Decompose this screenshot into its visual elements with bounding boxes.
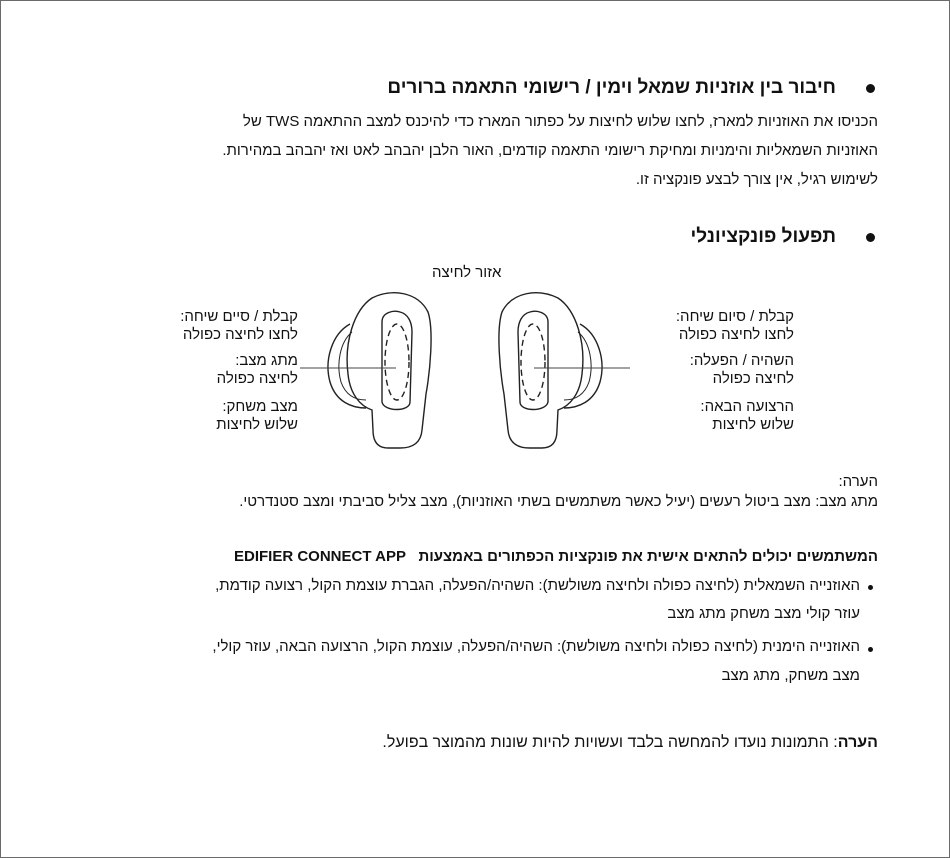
app-bullet-1-line-2: עוזר קולי מצב משחק מתג מצב (667, 605, 860, 622)
left-earbud (328, 293, 431, 448)
note1-text: מתג מצב: מצב ביטול רעשים (יעיל כאשר משתמשים בשתי האוזניות), מצב צליל סביבתי ומצב סטנדרטי. (239, 493, 878, 510)
note1-label: הערה: (838, 473, 878, 490)
right-next-label-2: שלוש לחיצות (712, 416, 794, 433)
left-game-label-2: שלוש לחיצות (216, 416, 298, 433)
app-name: EDIFIER CONNECT APP (234, 548, 406, 565)
section1-line-2: האוזניות השמאליות והימניות ומחיקת רישומי התאמה קודמים, האור הלבן יהבהב לאט ואז יהבהב במהירות. (222, 142, 878, 159)
left-call-label-2: לחצו לחיצה כפולה (182, 326, 298, 343)
app-bullet-2-dot (868, 647, 873, 652)
right-play-label-1: השהיה / הפעלה: (689, 352, 794, 369)
right-call-label-2: לחצו לחיצה כפולה (678, 326, 794, 343)
app-bullet-1-line-1: האוזנייה השמאלית (לחיצה כפולה ולחיצה משולשת): השהיה/הפעלה, הגברת עוצמת הקול, רצועה קודמת, (215, 577, 860, 594)
note2-text: : התמונות נועדו להמחשה בלבד ועשויות להיות שונות מהמוצר בפועל. (382, 734, 838, 751)
right-call-label-1: קבלת / סיום שיחה: (675, 308, 794, 325)
right-play-label-2: לחיצה כפולה (712, 370, 794, 387)
left-mode-label-2: לחיצה כפולה (216, 370, 298, 387)
section1-bullet (866, 84, 875, 93)
app-heading-text: המשתמשים יכולים להתאים אישית את פונקציות הכפתורים באמצעות (418, 548, 878, 565)
left-call-label-1: קבלת / סיים שיחה: (180, 308, 298, 325)
left-mode-label-1: מתג מצב: (235, 352, 298, 369)
note2-label: הערה (837, 734, 878, 751)
section1-line-1: הכניסו את האוזניות למארז, לחצו שלוש לחיצות על כפתור המארז כדי להיכנס למצב ההתאמה TWS של (242, 113, 878, 130)
right-next-label-1: הרצועה הבאה: (700, 398, 794, 415)
section2-title: תפעול פונקציונלי (690, 226, 836, 247)
left-game-label-1: מצב משחק: (222, 398, 298, 415)
note2 (382, 734, 878, 752)
section2-bullet (866, 233, 875, 242)
section1-title: חיבור בין אוזניות שמאל וימין / רישומי התאמה ברורים (387, 77, 836, 98)
app-bullet-2-line-2: מצב משחק, מתג מצב (721, 667, 860, 684)
earbuds-illustration (300, 282, 630, 462)
section1-line-3: לשימוש רגיל, אין צורך לבצע פונקציה זו. (635, 171, 878, 188)
app-bullet-1-dot (868, 585, 873, 590)
touch-area-label: אזור לחיצה (432, 264, 502, 281)
app-bullet-2-line-1: האוזנייה הימנית (לחיצה כפולה ולחיצה משולשת): השהיה/הפעלה, עוצמת הקול, הרצועה הבאה, עוזר קולי, (212, 638, 860, 655)
app-heading (234, 548, 878, 565)
right-earbud (499, 293, 602, 448)
